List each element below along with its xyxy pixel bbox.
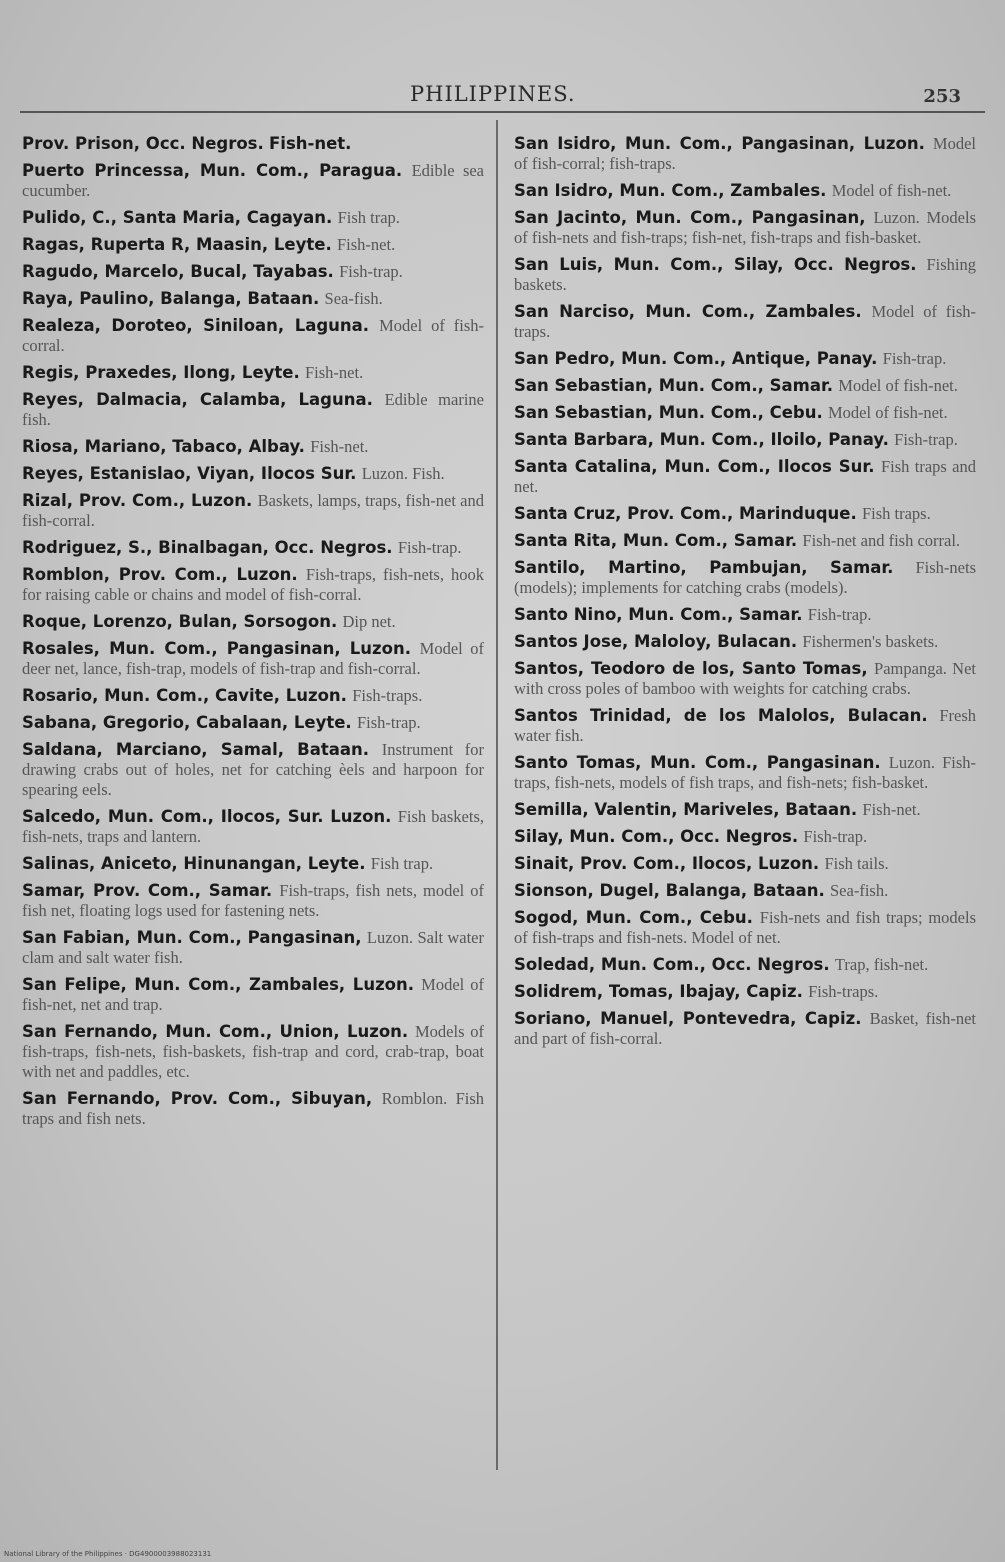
index-entry [22,316,484,356]
entry-name: Ragudo, Marcelo, Bucal, Tayabas. [22,262,334,281]
entry-description: Fish-traps. [352,686,423,705]
entry-name: Sogod, Mun. Com., Cebu. [514,908,753,927]
entry-description: Fish-trap. [339,262,403,281]
entry-name: Salcedo, Mun. Com., Ilocos, Sur. Luzon. [22,807,392,826]
entry-description: Fish baskets, fish-nets, traps and lantern. [22,807,484,846]
index-entry [22,975,484,1015]
entry-description: Fishermen's baskets. [802,632,939,651]
entry-name: Regis, Praxedes, Ilong, Leyte. [22,363,300,382]
entry-name: Rizal, Prov. Com., Luzon. [22,491,253,510]
right-column [514,134,976,1056]
running-title: PHILIPPINES. [410,82,576,106]
index-entry [22,713,484,733]
entry-name: San Fernando, Mun. Com., Union, Luzon. [22,1022,409,1041]
index-entry [514,558,976,598]
entry-description: Luzon. Fish-traps, fish-nets, models of fish traps, and fish-nets; fish-basket. [514,753,976,792]
entry-name: San Narciso, Mun. Com., Zambales. [514,302,862,321]
entry-description: Fishing baskets. [514,255,976,294]
entry-name: Santos, Teodoro de los, Santo Tomas, [514,659,868,678]
entry-name: Semilla, Valentin, Mariveles, Bataan. [514,800,858,819]
index-entry [22,161,484,201]
index-entry [514,982,976,1002]
entry-name: Riosa, Mariano, Tabaco, Albay. [22,437,305,456]
entry-description: Fish-net. [336,235,396,254]
index-entry [514,430,976,450]
index-entry [514,349,976,369]
entry-description: Fish-net. [862,800,921,819]
index-entry [22,390,484,430]
entry-description: Fish-trap. [894,430,958,449]
index-entry [514,632,976,652]
entry-description: Sea-fish. [324,289,383,308]
entry-name: Santa Barbara, Mun. Com., Iloilo, Panay. [514,430,889,449]
entry-description: Fish-trap. [882,349,947,368]
index-entry [22,235,484,255]
entry-name: Santilo, Martino, Pambujan, Samar. [514,558,894,577]
index-entry [514,659,976,699]
column-divider [496,120,498,1470]
entry-description: Fish-net. [305,363,364,382]
entry-description: Model of fish-traps. [514,302,977,341]
index-entry [514,255,976,295]
entry-name: Rodriguez, S., Binalbagan, Occ. Negros. [22,538,393,557]
entry-description: Basket, fish-net and part of fish-corral. [514,1009,977,1048]
index-entry [22,1022,484,1082]
entry-name: Reyes, Dalmacia, Calamba, Laguna. [22,390,373,409]
entry-description: Fish-trap. [807,605,872,624]
entry-description: Fish tails. [824,854,889,873]
index-entry [514,531,976,551]
entry-description: Model of fish-net, net and trap. [22,975,485,1014]
entry-description: Fish-nets (models); implements for catching crabs (models). [514,558,977,597]
index-entry [514,457,976,497]
entry-name: San Felipe, Mun. Com., Zambales, Luzon. [22,975,415,994]
entry-name: Reyes, Estanislao, Viyan, Ilocos Sur. [22,464,357,483]
entry-name: Puerto Princessa, Mun. Com., Paragua. [22,161,403,180]
entry-name: San Sebastian, Mun. Com., Samar. [514,376,834,395]
left-column [22,134,484,1136]
entry-description: Model of fish-net. [838,376,958,395]
entry-name: San Isidro, Mun. Com., Pangasinan, Luzon. [514,134,925,153]
entry-name: Rosario, Mun. Com., Cavite, Luzon. [22,686,347,705]
entry-description: Fish trap. [370,854,434,873]
entry-description: Fish-trap. [356,713,421,732]
index-entry [22,262,484,282]
index-entry [22,491,484,531]
entry-description: Instrument for drawing crabs out of holes, net for catching èels and harpoon for spearing eels. [22,740,484,799]
entry-name: Soriano, Manuel, Pontevedra, Capiz. [514,1009,862,1028]
entry-name: Santo Tomas, Mun. Com., Pangasinan. [514,753,881,772]
index-entry [22,437,484,457]
entry-description: Luzon. Salt water clam and salt water fish. [22,928,485,967]
index-entry [514,908,976,948]
entry-name: San Fernando, Prov. Com., Sibuyan, [22,1089,373,1108]
entry-description: Fish-net. [269,134,352,153]
index-entry [22,807,484,847]
entry-name: San Jacinto, Mun. Com., Pangasinan, [514,208,866,227]
scan-footer: National Library of the Philippines · DG4900003988023131 [4,1550,212,1558]
entry-name: Salinas, Aniceto, Hinunangan, Leyte. [22,854,366,873]
index-entry [514,1009,976,1049]
entry-name: Roque, Lorenzo, Bulan, Sorsogon. [22,612,338,631]
entry-description: Trap, fish-net. [834,955,929,974]
entry-description: Baskets, lamps, traps, fish-net and fish-corral. [22,491,485,530]
entry-name: Pulido, C., Santa Maria, Cagayan. [22,208,333,227]
index-entry [22,686,484,706]
entry-name: Silay, Mun. Com., Occ. Negros. [514,827,799,846]
index-entry [22,464,484,484]
entry-description: Fish traps and net. [514,457,977,496]
index-entry [514,605,976,625]
index-entry [514,827,976,847]
page-number: 253 [923,86,961,107]
entry-name: Prov. Prison, Occ. Negros. [22,134,264,153]
index-entry [514,403,976,423]
index-entry [514,302,976,342]
index-entry [22,639,484,679]
index-entry [22,928,484,968]
index-entry [514,376,976,396]
entry-name: Soledad, Mun. Com., Occ. Negros. [514,955,830,974]
index-entry [514,504,976,524]
entry-name: San Fabian, Mun. Com., Pangasinan, [22,928,362,947]
entry-description: Fish-traps. [808,982,879,1001]
entry-description: Models of fish-traps, fish-nets, fish-baskets, fish-trap and cord, crab-trap, boat with net and paddles, etc. [22,1022,484,1081]
index-entry [514,854,976,874]
entry-description: Fish-nets and fish traps; models of fish-traps and fish-nets. Model of net. [514,908,977,947]
index-entry [22,363,484,383]
entry-name: San Sebastian, Mun. Com., Cebu. [514,403,823,422]
entry-description: Luzon. Fish. [361,464,445,483]
entry-name: San Pedro, Mun. Com., Antique, Panay. [514,349,878,368]
index-entry [514,181,976,201]
entry-description: Model of fish-net. [831,181,952,200]
entry-name: Santa Cruz, Prov. Com., Marinduque. [514,504,857,523]
entry-description: Fish-traps, fish-nets, hook for raising cable or chains and model of fish-corral. [22,565,485,604]
index-entry [514,208,976,248]
index-entry [22,1089,484,1129]
index-entry [514,881,976,901]
entry-description: Model of fish-corral; fish-traps. [514,134,976,173]
entry-description: Dip net. [342,612,396,631]
entry-description: Luzon. Models of fish-nets and fish-traps; fish-net, fish-traps and fish-basket. [514,208,976,247]
entry-name: Rosales, Mun. Com., Pangasinan, Luzon. [22,639,411,658]
header-rule [20,111,985,113]
index-entry [22,612,484,632]
index-entry [514,134,976,174]
entry-name: Santa Catalina, Mun. Com., Ilocos Sur. [514,457,875,476]
index-entry [22,538,484,558]
entry-description: Model of fish-corral. [22,316,484,355]
entry-description: Edible marine fish. [22,390,484,429]
entry-description: Fish-trap. [397,538,462,557]
entry-description: Fish-net. [310,437,369,456]
index-entry [22,881,484,921]
entry-description: Romblon. Fish traps and fish nets. [22,1089,484,1128]
entry-name: Santo Nino, Mun. Com., Samar. [514,605,803,624]
entry-description: Model of deer net, lance, fish-trap, models of fish-trap and fish-corral. [22,639,485,678]
entry-name: Santos Trinidad, de los Malolos, Bulacan. [514,706,928,725]
entry-name: Sinait, Prov. Com., Ilocos, Luzon. [514,854,820,873]
index-entry [22,134,484,154]
entry-description: Fresh water fish. [514,706,976,745]
entry-description: Edible sea cucumber. [22,161,485,200]
index-entry [22,208,484,228]
entry-name: Raya, Paulino, Balanga, Bataan. [22,289,320,308]
index-entry [514,753,976,793]
entry-description: Model of fish-net. [828,403,948,422]
index-entry [22,289,484,309]
entry-name: Santos Jose, Maloloy, Bulacan. [514,632,798,651]
entry-description: Fish traps. [861,504,931,523]
index-entry [514,706,976,746]
page-header [0,78,1005,118]
entry-name: Santa Rita, Mun. Com., Samar. [514,531,798,550]
entry-description: Fish-traps, fish nets, model of fish net, floating logs used for fastening nets. [22,881,485,920]
entry-name: Samar, Prov. Com., Samar. [22,881,273,900]
index-entry [22,565,484,605]
index-entry [514,800,976,820]
index-entry [22,740,484,800]
entry-name: Saldana, Marciano, Samal, Bataan. [22,740,370,759]
entry-name: San Luis, Mun. Com., Silay, Occ. Negros. [514,255,917,274]
entry-name: Solidrem, Tomas, Ibajay, Capiz. [514,982,803,1001]
entry-name: Ragas, Ruperta R, Maasin, Leyte. [22,235,332,254]
entry-description: Pampanga. Net with cross poles of bamboo with weights for catching crabs. [514,659,976,698]
entry-description: Sea-fish. [830,881,889,900]
entry-name: Realeza, Doroteo, Siniloan, Laguna. [22,316,370,335]
entry-name: Romblon, Prov. Com., Luzon. [22,565,298,584]
index-entry [22,854,484,874]
entry-description: Fish trap. [337,208,400,227]
entry-name: San Isidro, Mun. Com., Zambales. [514,181,827,200]
entry-name: Sionson, Dugel, Balanga, Bataan. [514,881,825,900]
index-entry [514,955,976,975]
entry-name: Sabana, Gregorio, Cabalaan, Leyte. [22,713,352,732]
entry-description: Fish-net and fish corral. [802,531,961,550]
entry-description: Fish-trap. [803,827,868,846]
